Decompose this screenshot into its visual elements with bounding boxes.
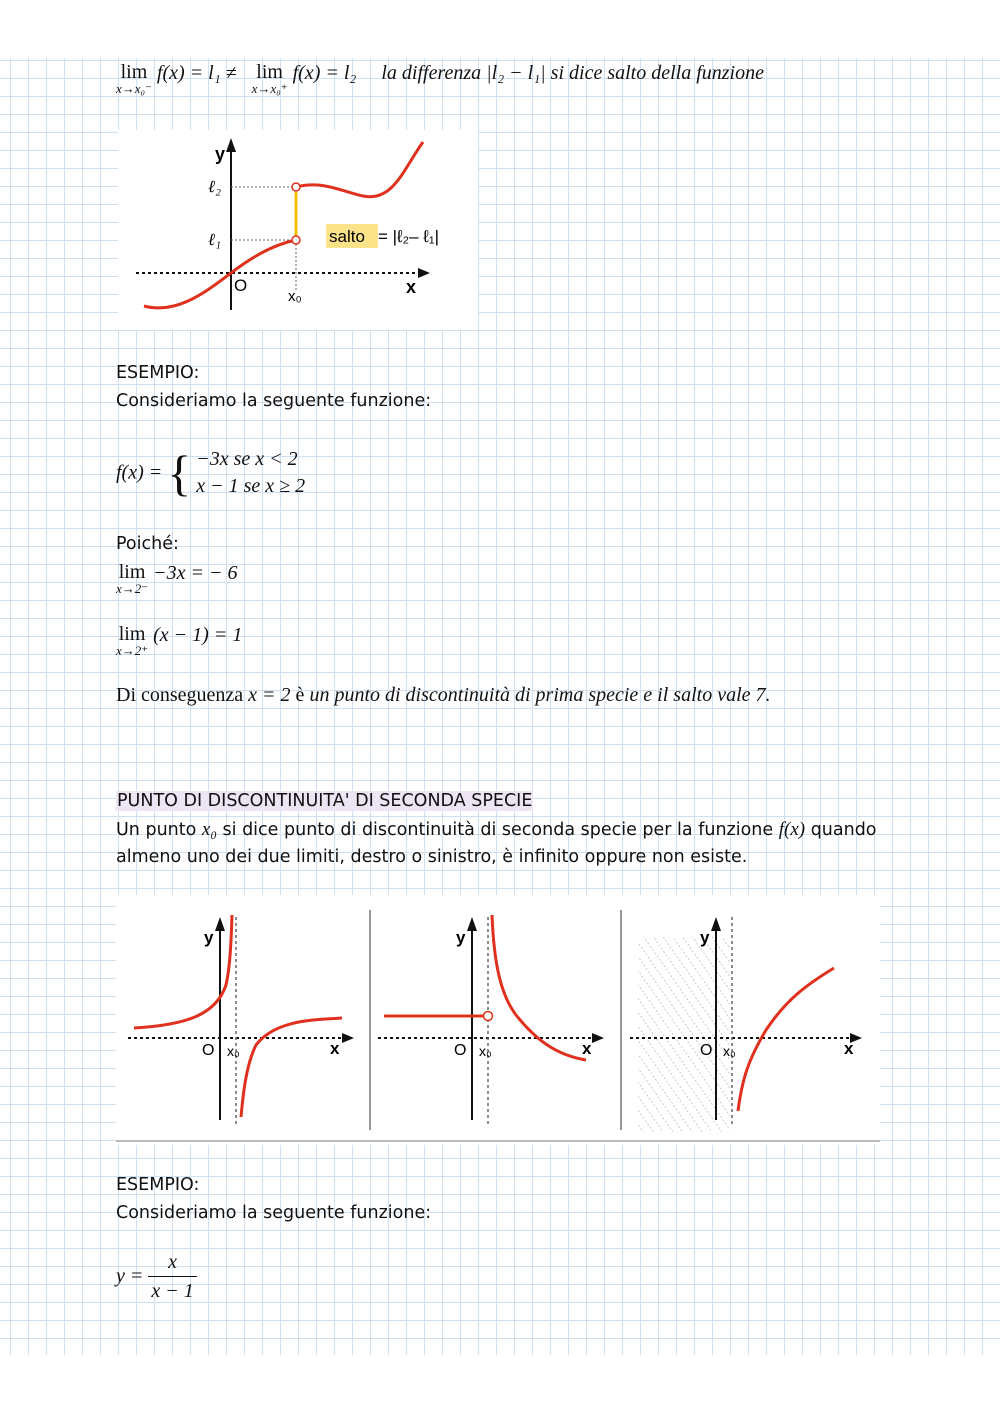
- svg-text:y: y: [700, 928, 710, 947]
- y-axis-label: y: [215, 144, 226, 164]
- salto-formula: = |ℓ₂– ℓ₁|: [378, 227, 439, 246]
- top-margin: [0, 0, 1000, 58]
- svg-text:O: O: [700, 1042, 713, 1059]
- case-1: −3x se x < 2: [196, 448, 298, 470]
- x-axis-label: x: [406, 277, 417, 297]
- piecewise-cases: [196, 446, 305, 500]
- svg-text:x₀: x₀: [479, 1043, 492, 1059]
- numerator: x: [148, 1248, 196, 1277]
- piecewise-function: [116, 446, 305, 500]
- example2-title: ESEMPIO:: [116, 1175, 200, 1195]
- jump-definition-formula: [116, 62, 764, 96]
- svg-text:x₀: x₀: [723, 1043, 736, 1059]
- right-limit: lim x→x₀⁺: [251, 61, 288, 96]
- l1-label: ℓ₁: [208, 230, 221, 249]
- example1-intro: Consideriamo la seguente funzione:: [116, 391, 432, 411]
- jump-discontinuity-figure: [118, 130, 478, 330]
- panel-step-asymptote: [378, 915, 604, 1127]
- poiche-label: Poiché:: [116, 534, 179, 554]
- svg-text:O: O: [454, 1042, 467, 1059]
- right-curve: [296, 142, 423, 197]
- example1-title: ESEMPIO:: [116, 363, 200, 383]
- bottom-margin: [0, 1355, 1000, 1415]
- jump-note: la differenza |l₂ − l₁| si dice salto della funzione: [381, 62, 764, 84]
- limit-left-2: lim x→2⁻ −3x = − 6: [116, 561, 238, 596]
- x0-label: x₀: [288, 288, 302, 305]
- open-point-l1: [292, 236, 300, 244]
- piecewise-lhs: f(x) =: [116, 461, 163, 484]
- second-species-line2: almeno uno dei due limiti, destro o sinistro, è infinito oppure non esiste.: [116, 847, 748, 867]
- rational-fraction: [148, 1248, 196, 1305]
- svg-text:x₀: x₀: [227, 1043, 240, 1059]
- origin-label: O: [234, 276, 248, 295]
- right-limit-value: f(x) = l₂: [292, 62, 357, 84]
- left-limit: lim x→x₀⁻: [116, 61, 152, 96]
- open-point-l2: [292, 183, 300, 191]
- case-2: x − 1 se x ≥ 2: [196, 475, 306, 497]
- example2-intro: Consideriamo la seguente funzione:: [116, 1203, 432, 1223]
- svg-text:x: x: [582, 1039, 592, 1058]
- piecewise-brace: {: [167, 445, 192, 501]
- l2-label: ℓ₂: [208, 177, 221, 196]
- svg-text:x: x: [330, 1039, 340, 1058]
- svg-text:O: O: [202, 1042, 215, 1059]
- salto-word: salto: [329, 227, 365, 246]
- svg-text:y: y: [204, 928, 214, 947]
- svg-text:x: x: [844, 1039, 854, 1058]
- svg-text:y: y: [456, 928, 466, 947]
- limit-right-2: lim x→2⁺ (x − 1) = 1: [116, 623, 243, 658]
- second-species-line1: Un punto x₀ si dice punto di discontinuità di seconda specie per la funzione f(x) quando: [116, 819, 877, 840]
- second-species-figure: [116, 895, 880, 1145]
- y-axis-arrow: [226, 138, 236, 152]
- example1-conclusion: Di conseguenza x = 2 è un punto di discontinuità di prima specie e il salto vale 7.: [116, 684, 771, 706]
- section-heading: PUNTO DI DISCONTINUITA' DI SECONDA SPECIE: [117, 791, 533, 811]
- panel-domain-boundary: [630, 917, 862, 1132]
- denominator: x − 1: [151, 1280, 194, 1302]
- x-axis-arrow: [418, 268, 430, 278]
- panel-vertical-asymptote: [128, 915, 354, 1127]
- left-limit-value: f(x) = l₁ ≠: [156, 62, 237, 84]
- rational-lhs: y =: [116, 1265, 144, 1287]
- rational-function: [116, 1248, 197, 1305]
